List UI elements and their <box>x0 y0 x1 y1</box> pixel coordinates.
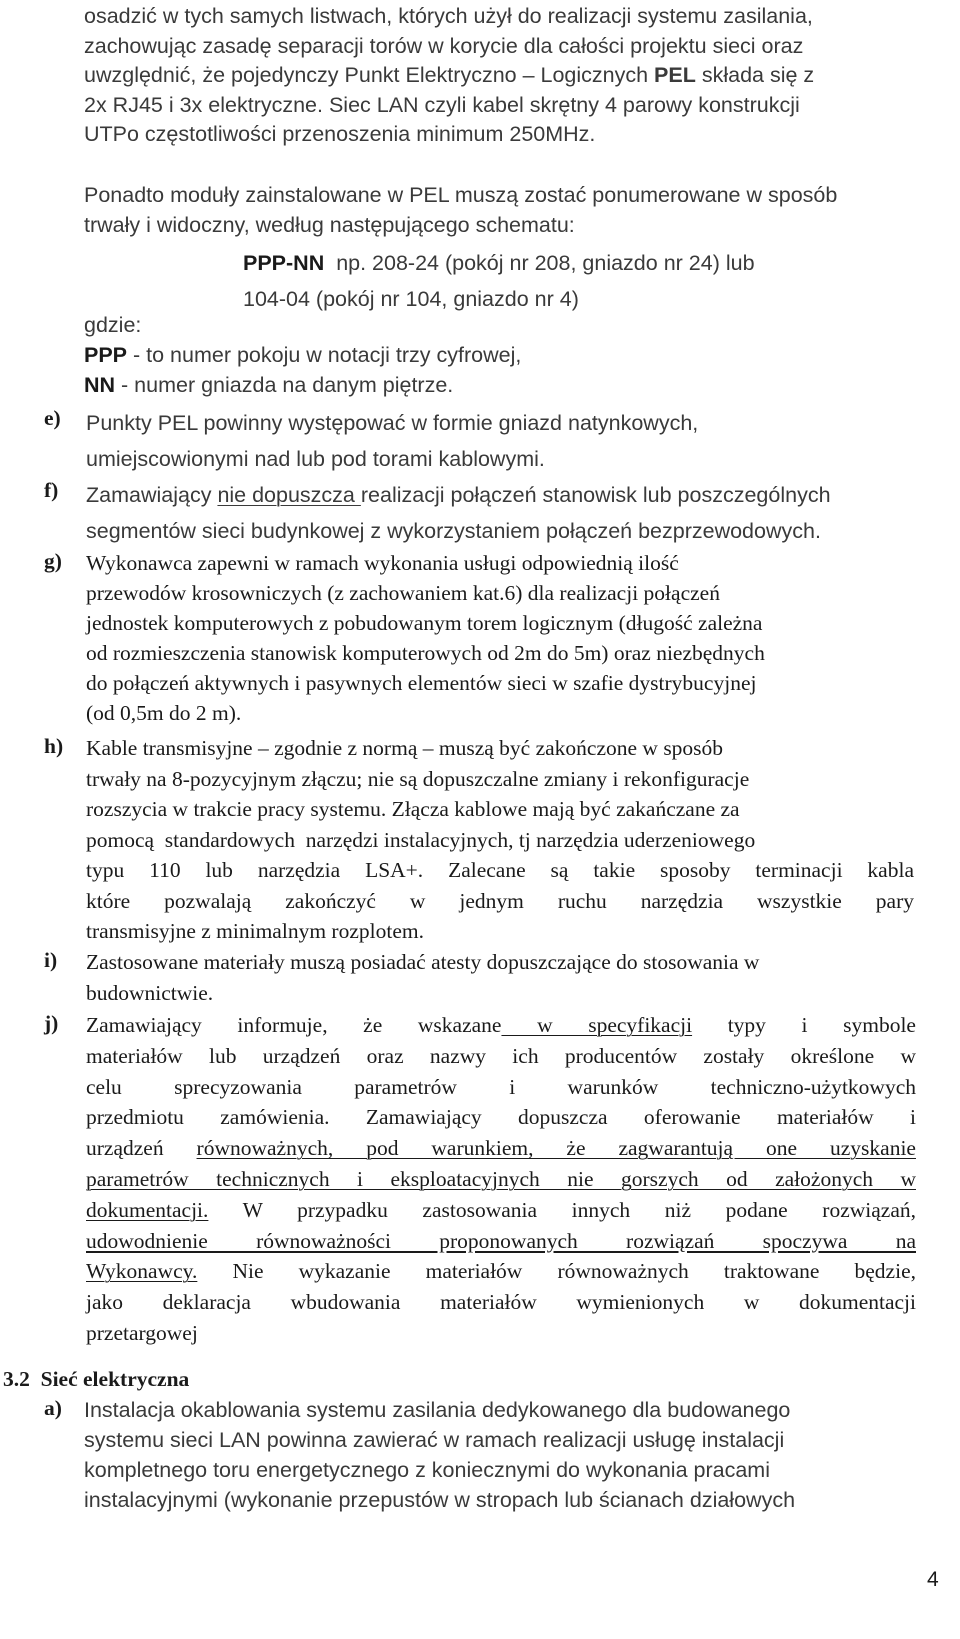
text-line: Zamawiający nie dopuszcza realizacji połączeń stanowisk lub poszczególnych <box>86 483 831 507</box>
underlined-text: równoważnych, pod warunkiem, że zagwarantują one uzyskanie <box>196 1136 916 1161</box>
underlined-text: Wykonawcy. <box>86 1259 198 1284</box>
text-line: udowodnienie równoważności proponowanych rozwiązań spoczywa na <box>86 1228 916 1253</box>
text-line: osadzić w tych samych listwach, których użył do realizacji systemu zasilania, <box>84 4 813 28</box>
page-number: 4 <box>927 1568 939 1591</box>
where-label: gdzie: <box>84 313 142 337</box>
item-g <box>86 548 916 728</box>
text-line: kompletnego toru energetycznego z koniecznymi do wykonania pracami <box>84 1458 770 1482</box>
numbering-legend <box>84 310 521 400</box>
item-i-label: i) <box>44 948 58 972</box>
intro-paragraph <box>84 2 814 150</box>
item-f-label: f) <box>44 478 59 502</box>
section-a <box>84 1395 795 1515</box>
text-line: które pozwalają zakończyć w jednym ruchu narzędzia wszystkie pary <box>86 888 914 913</box>
text-line: pomocą standardowych narzędzi instalacyjnych, tj narzędzia uderzeniowego <box>86 827 756 852</box>
text-line: Zastosowane materiały muszą posiadać atesty dopuszczające do stosowania w <box>86 950 760 974</box>
pel-term: PEL <box>654 63 696 87</box>
text-line: budownictwie. <box>86 980 214 1005</box>
text-line: dokumentacji. W przypadku zastosowania innych niż podane rozwiązań, <box>86 1197 916 1222</box>
text-line: jako deklaracja wbudowania materiałów wymienionych w dokumentacji <box>86 1290 916 1315</box>
underlined-text: w specyfikacji <box>501 1013 693 1037</box>
text-line: trwały na 8-pozycyjnym złączu; nie są dopuszczalne zmiany i rekonfiguracje <box>86 766 750 791</box>
scheme-label: PPP-NN <box>243 251 325 275</box>
text-line: umiejscowionymi nad lub pod torami kablowymi. <box>86 447 545 471</box>
numbering-paragraph <box>84 181 837 240</box>
item-f <box>86 477 831 549</box>
text-line: celu sprecyzowania parametrów i warunków techniczno-użytkowych <box>86 1074 916 1099</box>
underlined-text: dokumentacji. <box>86 1197 209 1222</box>
text-line: materiałów lub urządzeń oraz nazwy ich producentów zostały określone w <box>86 1043 916 1068</box>
text-line: Zamawiający informuje, że wskazane w specyfikacji typy i symbole <box>86 1013 916 1037</box>
underlined-text: parametrów technicznych i eksploatacyjnych nie gorszych od założonych w <box>86 1166 916 1191</box>
text-line: przetargowej <box>86 1320 198 1345</box>
text-line: Kable transmisyjne – zgodnie z normą – muszą być zakończone w sposób <box>86 736 724 760</box>
item-e <box>86 405 698 477</box>
text-line: UTPo częstotliwości przenoszenia minimum 250MHz. <box>84 122 596 146</box>
text-line: systemu sieci LAN powinna zawierać w ramach realizacji usługę instalacji <box>84 1428 785 1452</box>
text-line: przedmiotu zamówienia. Zamawiający dopuszcza oferowanie materiałów i <box>86 1105 916 1130</box>
text-line: do połączeń aktywnych i pasywnych elementów sieci w szafie dystrybucyjnej <box>86 671 757 695</box>
numbering-scheme <box>243 245 755 317</box>
underlined-text: nie dopuszcza <box>217 483 361 507</box>
text-line: Ponadto moduły zainstalowane w PEL muszą zostać ponumerowane w sposób <box>84 183 838 207</box>
scheme-line: 104-04 (pokój nr 104, gniazdo nr 4) <box>243 287 579 311</box>
item-j-label: j) <box>44 1011 59 1035</box>
section-a-label: a) <box>44 1396 62 1420</box>
text-line: transmisyjne z minimalnym rozplotem. <box>86 919 424 943</box>
text-line: zachowując zasadę separacji torów w korycie dla całości projektu sieci oraz <box>84 33 804 58</box>
text-line: od rozmieszczenia stanowisk komputerowych od 2m do 5m) oraz niezbędnych <box>86 641 765 665</box>
text-line: przewodów krosowniczych (z zachowaniem kat.6) dla realizacji połączeń <box>86 581 720 605</box>
item-e-label: e) <box>44 406 61 430</box>
text-line: segmentów sieci budynkowej z wykorzystaniem połączeń bezprzewodowych. <box>86 519 821 543</box>
item-j <box>86 1010 916 1349</box>
item-g-label: g) <box>44 549 62 573</box>
text-line: Punkty PEL powinny występować w formie gniazd natynkowych, <box>86 411 699 435</box>
text-line: jednostek komputerowych z pobudowanym torem logicznym (długość zależna <box>86 611 763 635</box>
text-line: rozszycia w trakcie pracy systemu. Złącza kablowe mają być zakańczane za <box>86 797 740 821</box>
text-line: urządzeń równoważnych, pod warunkiem, że zagwarantują one uzyskanie <box>86 1136 916 1161</box>
text-line: Instalacja okablowania systemu zasilania dedykowanego dla budowanego <box>84 1398 791 1422</box>
text-line: typu 110 lub narzędzia LSA+. Zalecane są takie sposoby terminacji kabla <box>86 858 914 882</box>
text-line: (od 0,5m do 2 m). <box>86 701 242 725</box>
section-heading: 3.2 Sieć elektryczna <box>3 1367 190 1391</box>
item-h-label: h) <box>44 734 64 758</box>
text-line: 2x RJ45 i 3x elektryczne. Siec LAN czyli kabel skrętny 4 parowy konstrukcji <box>84 92 800 117</box>
text-line: Wykonawca zapewni w ramach wykonania usługi odpowiednią ilość <box>86 551 679 575</box>
text-line <box>86 1164 916 1195</box>
item-i <box>86 947 916 1008</box>
text-line: trwały i widoczny, według następującego schematu: <box>84 212 575 237</box>
legend-line: PPP - to numer pokoju w notacji trzy cyfrowej, <box>84 343 522 367</box>
item-h <box>86 733 914 947</box>
text-line: instalacyjnymi (wykonanie przepustów w stropach lub ścianach działowych <box>84 1488 796 1512</box>
text-line: Wykonawcy. Nie wykazanie materiałów równoważnych traktowane będzie, <box>86 1259 916 1284</box>
legend-line: NN - numer gniazda na danym piętrze. <box>84 373 454 397</box>
scheme-line: PPP-NN np. 208-24 (pokój nr 208, gniazdo nr 24) lub <box>243 251 755 275</box>
text-line: uwzględnić, że pojedynczy Punkt Elektryczno – Logicznych PEL składa się z <box>84 63 815 87</box>
